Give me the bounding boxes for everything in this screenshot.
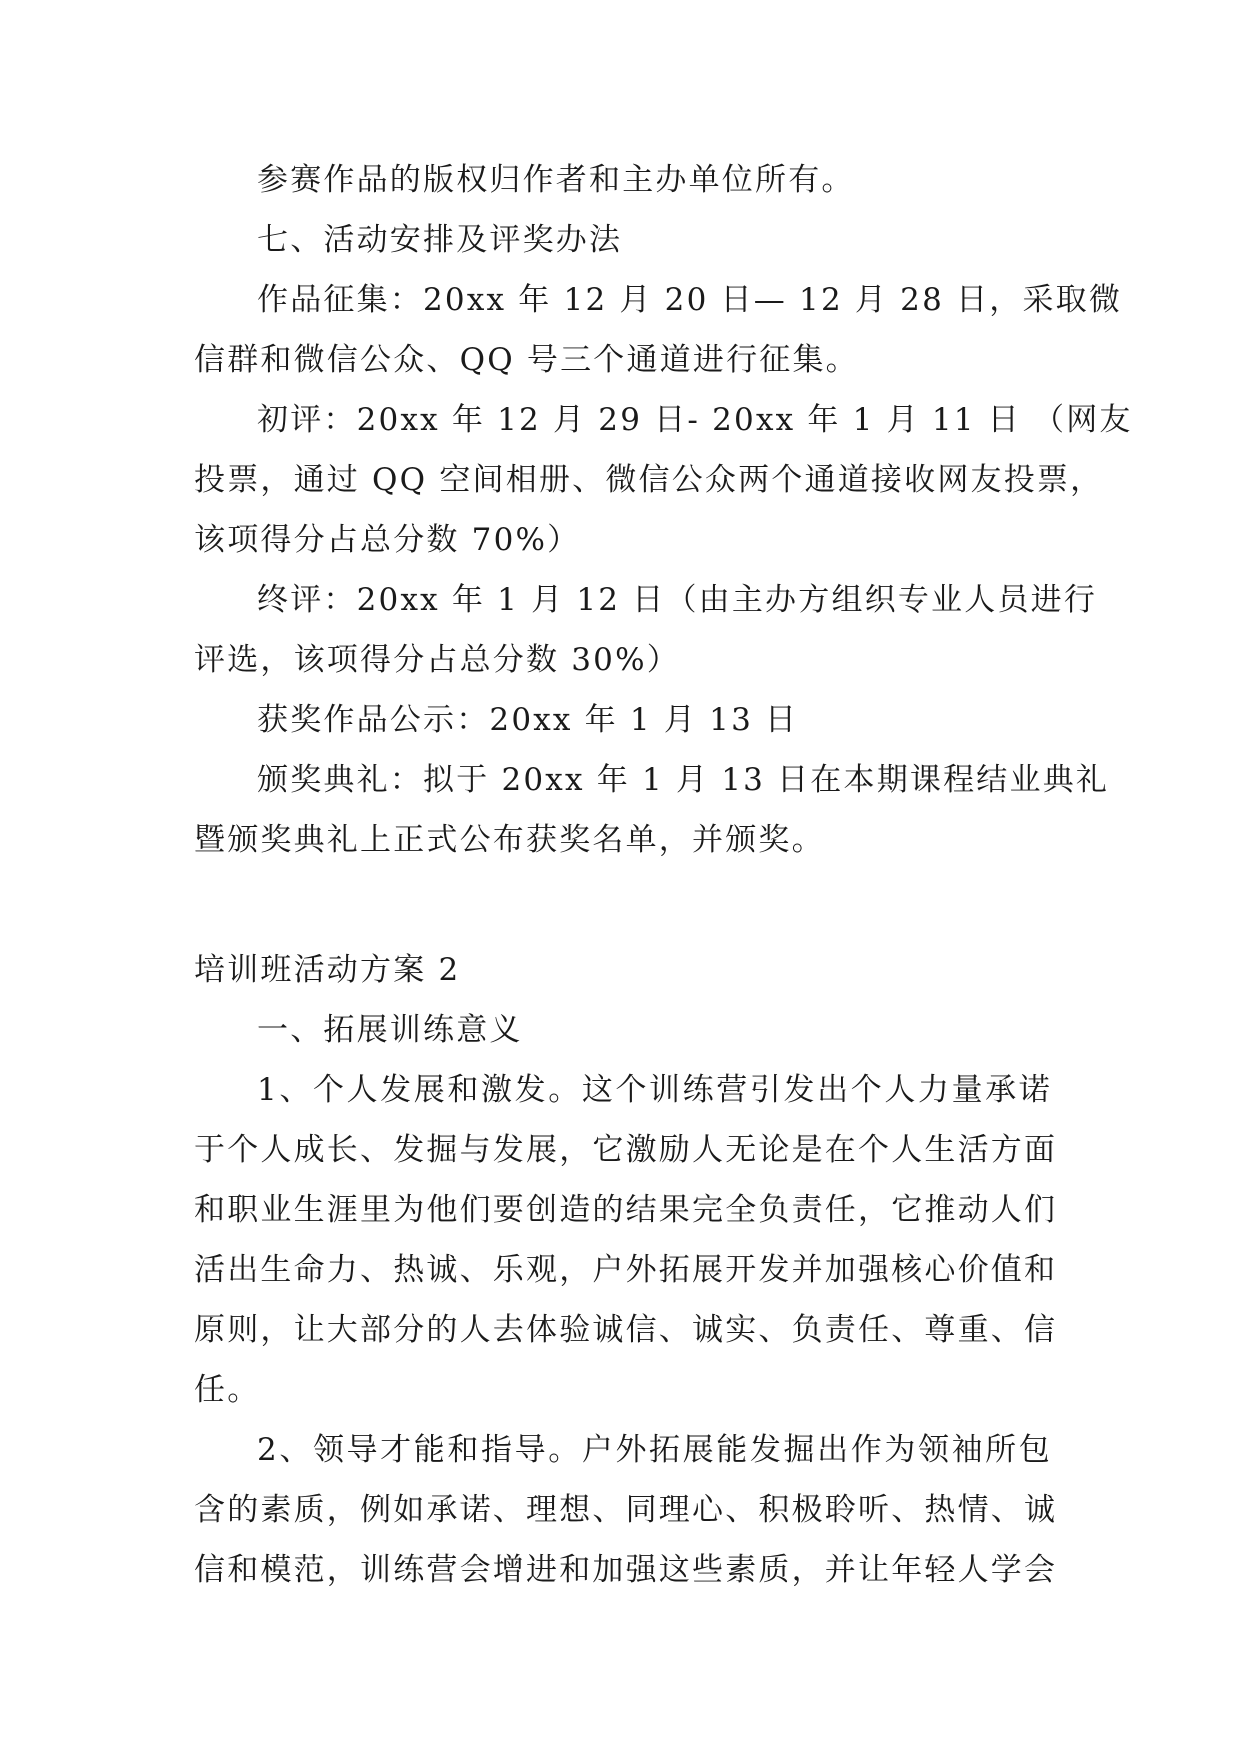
paragraph-line: 作品征集：20xx 年 12 月 20 日— 12 月 28 日，采取微	[257, 282, 1123, 318]
section-heading: 七、活动安排及评奖办法	[257, 222, 623, 258]
paragraph-line: 任。	[194, 1372, 261, 1408]
paragraph-line: 暨颁奖典礼上正式公布获奖名单，并颁奖。	[194, 822, 825, 858]
paragraph-line: 评选，该项得分占总分数 30%）	[194, 642, 680, 678]
paragraph-line: 含的素质，例如承诺、理想、同理心、积极聆听、热情、诚	[194, 1492, 1058, 1528]
paragraph-line: 获奖作品公示：20xx 年 1 月 13 日	[257, 702, 799, 738]
paragraph-line: 该项得分占总分数 70%）	[194, 522, 581, 558]
document-title: 培训班活动方案 2	[194, 952, 461, 988]
paragraph-line: 2、领导才能和指导。户外拓展能发掘出作为领袖所包	[257, 1432, 1052, 1468]
document-page	[194, 150, 1133, 1600]
paragraph-line: 和职业生涯里为他们要创造的结果完全负责任，它推动人们	[194, 1192, 1058, 1228]
paragraph-line: 初评：20xx 年 12 月 29 日- 20xx 年 1 月 11 日 （网友	[257, 402, 1133, 438]
paragraph-line: 活出生命力、热诚、乐观，户外拓展开发并加强核心价值和	[194, 1252, 1058, 1288]
paragraph-line: 终评：20xx 年 1 月 12 日（由主办方组织专业人员进行	[257, 582, 1098, 618]
paragraph-line: 于个人成长、发掘与发展，它激励人无论是在个人生活方面	[194, 1132, 1058, 1168]
section-heading: 一、拓展训练意义	[257, 1012, 523, 1048]
paragraph-line: 参赛作品的版权归作者和主办单位所有。	[257, 162, 855, 198]
paragraph-line: 1、个人发展和激发。这个训练营引发出个人力量承诺	[257, 1072, 1052, 1108]
paragraph-line: 信群和微信公众、QQ 号三个通道进行征集。	[194, 342, 859, 378]
paragraph-line: 颁奖典礼：拟于 20xx 年 1 月 13 日在本期课程结业典礼	[257, 762, 1110, 798]
section-spacer	[194, 870, 1052, 940]
paragraph-line: 原则，让大部分的人去体验诚信、诚实、负责任、尊重、信	[194, 1312, 1058, 1348]
paragraph-line: 投票，通过 QQ 空间相册、微信公众两个通道接收网友投票，	[194, 462, 1104, 498]
paragraph-line: 信和模范，训练营会增进和加强这些素质，并让年轻人学会	[194, 1552, 1058, 1588]
